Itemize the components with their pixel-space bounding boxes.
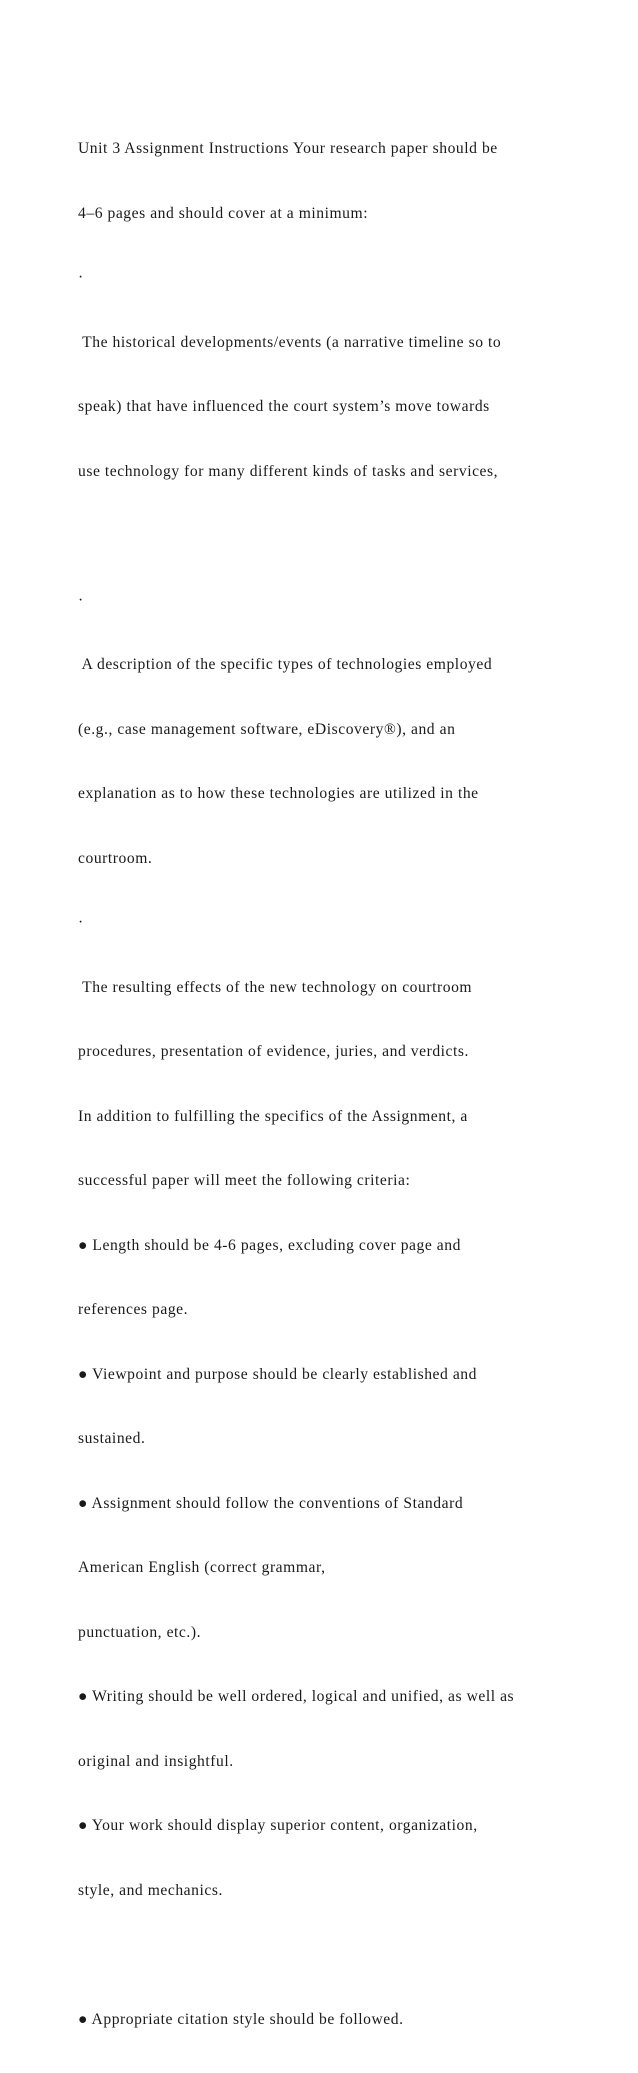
text-line: use technology for many different kinds of tasks and services, — [78, 462, 499, 480]
criteria-item: ● Length should be 4-6 pages, excluding cover page and — [78, 1236, 461, 1254]
blank-line — [78, 1944, 578, 1966]
text-line: procedures, presentation of evidence, juries, and verdicts. — [78, 1043, 469, 1060]
text-line: The resulting effects of the new technology on courtroom — [78, 978, 473, 996]
text-line: In addition to fulfilling the specifics of the Assignment, a — [78, 1107, 468, 1125]
text-line: original and insightful. — [78, 1752, 234, 1770]
criteria-item: ● Your work should display superior content, organization, — [78, 1817, 478, 1834]
text-line: speak) that have influenced the court system’s move towards — [78, 398, 490, 415]
text-line: 4–6 pages and should cover at a minimum: — [78, 204, 369, 222]
assignment-instructions-text — [78, 95, 578, 2073]
text-line: explanation as to how these technologies are utilized in the — [78, 785, 479, 802]
bullet-dot: · — [78, 269, 84, 286]
bullet-dot: · — [78, 914, 84, 931]
text-line: American English (correct grammar, — [78, 1559, 326, 1576]
text-line: A description of the specific types of technologies employed — [78, 656, 493, 673]
bullet-dot: · — [78, 591, 84, 609]
text-line: sustained. — [78, 1430, 146, 1447]
criteria-item: ● Writing should be well ordered, logical and unified, as well as — [78, 1688, 515, 1705]
criteria-item: ● Appropriate citation style should be followed. — [78, 2010, 404, 2028]
criteria-item: ● Assignment should follow the conventions of Standard — [78, 1494, 464, 1512]
text-line: style, and mechanics. — [78, 1881, 223, 1899]
text-line: Unit 3 Assignment Instructions Your research paper should be — [78, 140, 498, 157]
text-line: courtroom. — [78, 849, 153, 867]
text-line: The historical developments/events (a narrative timeline so to — [78, 333, 502, 351]
text-line: references page. — [78, 1301, 189, 1318]
text-line: punctuation, etc.). — [78, 1623, 202, 1641]
text-line: successful paper will meet the following criteria: — [78, 1172, 411, 1189]
blank-line — [78, 525, 578, 547]
text-line: (e.g., case management software, eDiscovery®), and an — [78, 720, 456, 738]
criteria-item: ● Viewpoint and purpose should be clearly established and — [78, 1365, 477, 1383]
